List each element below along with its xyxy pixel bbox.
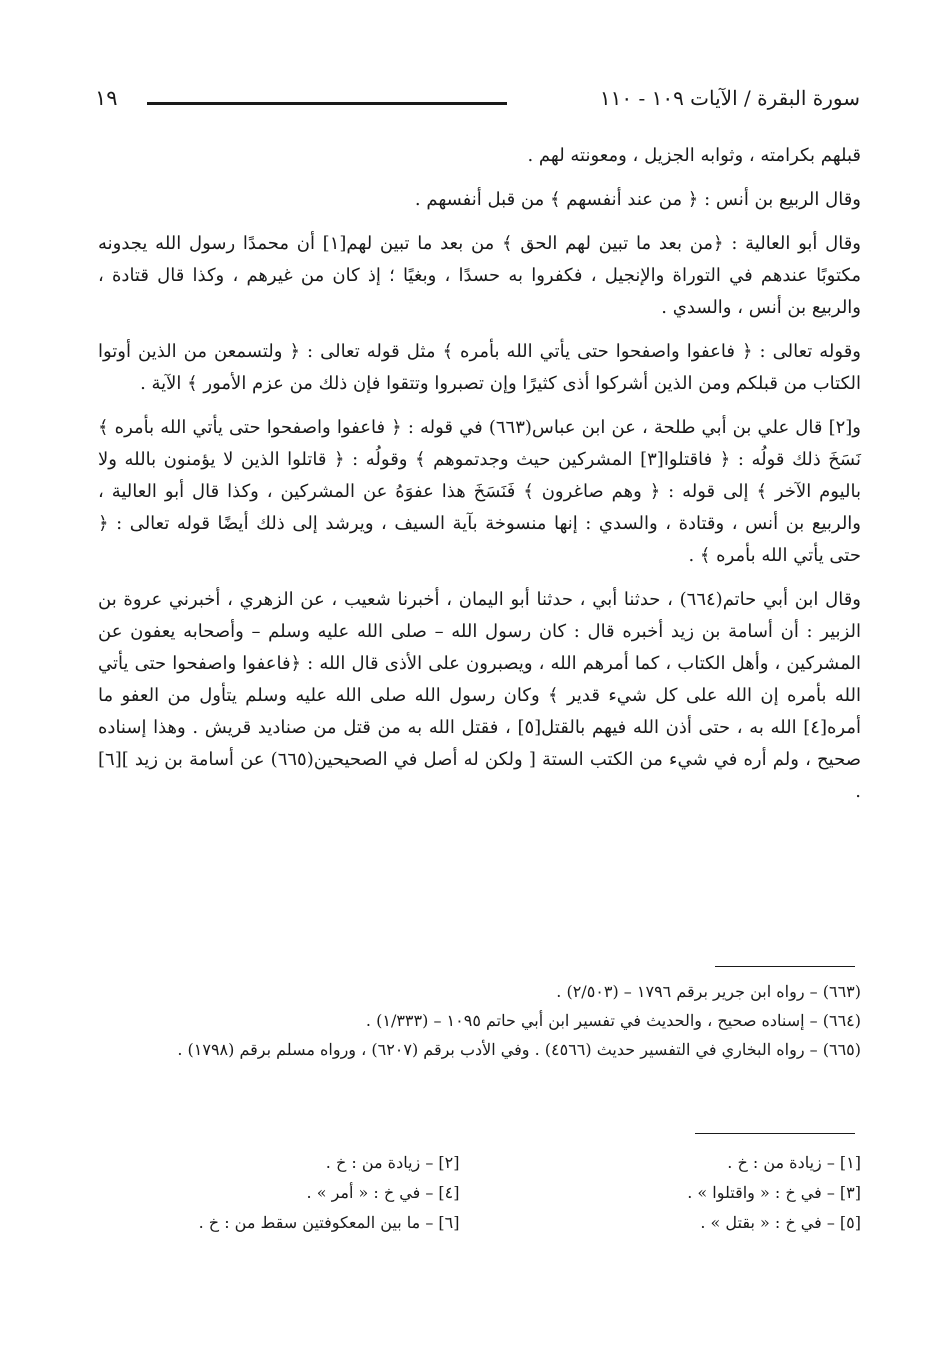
paragraph: و[٢] قال علي بن أبي طلحة ، عن ابن عباس(٦٦٣) في قوله : ﴿ فاعفوا واصفحوا حتى يأتي الله بأمره ﴾ نَسَخَ ذلك قولُه : ﴿ فاقتلوا[٣] المشركين حيث وجدتموهم ﴾ وقولُه : ﴿ قاتلوا الذين لا يؤمنون بالله ولا باليوم الآخر ﴾ إلى قوله : ﴿ وهم صاغرون ﴾ فَنَسَخَ هذا عفوَهُ عن المشركين ، وكذا قال أبو العالية ، والربيع بن أنس ، وقتادة ، والسدي : إنها منسوخة بآية السيف ، ويرشد إلى ذلك أيضًا قوله تعالى : ﴿ حتى يأتي الله بأمره ﴾ .: [98, 417, 861, 566]
paragraph: وقوله تعالى : ﴿ فاعفوا واصفحوا حتى يأتي الله بأمره ﴾ مثل قوله تعالى : ﴿ ولتسمعن من الذين أوتوا الكتاب من قبلكم ومن الذين أشركوا أذى كثيرًا وإن تصبروا وتتقوا فإن ذلك من عزم الأمور ﴾ الآية .: [98, 341, 861, 394]
page-header: [95, 86, 860, 120]
footnotes-divider: [715, 966, 855, 967]
note-item: [١] – زيادة من : خ .: [727, 1153, 861, 1172]
note-item: [٤] – في خ : « أمر » .: [306, 1183, 460, 1202]
footnote: (٦٦٣) – رواه ابن جرير برقم ١٧٩٦ – (٢/٥٠٣) .: [556, 982, 861, 1001]
paragraph: وقال الربيع بن أنس : ﴿ من عند أنفسهم ﴾ من قبل أنفسهم .: [414, 189, 861, 210]
notes-divider: [695, 1133, 855, 1134]
footnotes: [98, 978, 861, 1065]
paragraph: قبلهم بكرامته ، وثوابه الجزيل ، ومعونته لهم .: [527, 145, 861, 166]
page-number: ١٩: [95, 86, 118, 110]
note-item: [٢] – زيادة من : خ .: [325, 1153, 460, 1172]
footnote: (٦٦٤) – إسناده صحيح ، والحديث في تفسير ابن أبي حاتم ١٠٩٥ – (١/٣٣٣) .: [365, 1011, 861, 1030]
paragraph: وقال ابن أبي حاتم(٦٦٤) ، حدثنا أبي ، حدثنا أبو اليمان ، أخبرنا شعيب ، عن الزهري ، أخبرني عروة بن الزبير : أن أسامة بن زيد أخبره قال : كان رسول الله – صلى الله عليه وسلم – وأصحابه يعفون عن المشركين ، وأهل الكتاب ، كما أمرهم الله ، ويصبرون على الأذى قال الله : ﴿فاعفوا واصفحوا حتى يأتي الله بأمره إن الله على كل شيء قدير ﴾ وكان رسول الله صلى الله عليه وسلم يتأول من العفو ما أمره[٤] الله به ، حتى أذن الله فيهم بالقتل[٥] ، فقتل الله به من قتل من صناديد قريش . وهذا إسناده صحيح ، ولم أره في شيء من الكتب الستة [ ولكن له أصل في الصحيحين(٦٦٥) عن أسامة بن زيد ][٦] .: [98, 589, 861, 802]
footnote: (٦٦٥) – رواه البخاري في التفسير حديث (٤٥٦٦) . وفي الأدب برقم (٦٢٠٧) ، ورواه مسلم برقم (١٧٩٨) .: [177, 1040, 861, 1059]
note-item: [٣] – في خ : « واقتلوا » .: [687, 1183, 861, 1202]
note-item: [٥] – في خ : « بقتل » .: [700, 1213, 861, 1232]
editorial-notes: [98, 1148, 861, 1238]
running-title: سورة البقرة / الآيات ١٠٩ - ١١٠: [599, 86, 860, 110]
main-text: [98, 140, 861, 820]
note-item: [٦] – ما بين المعكوفتين سقط من : خ .: [198, 1213, 460, 1232]
paragraph: وقال أبو العالية : ﴿من بعد ما تبين لهم الحق ﴾ من بعد ما تبين لهم[١] أن محمدًا رسول الله يجدونه مكتوبًا عندهم في التوراة والإنجيل ، فكفروا به حسدًا ، وبغيًا ؛ إذ كان من غيرهم ، وكذا قال قتادة ، والربيع بن أنس ، والسدي .: [98, 233, 861, 318]
header-rule: [147, 102, 507, 105]
